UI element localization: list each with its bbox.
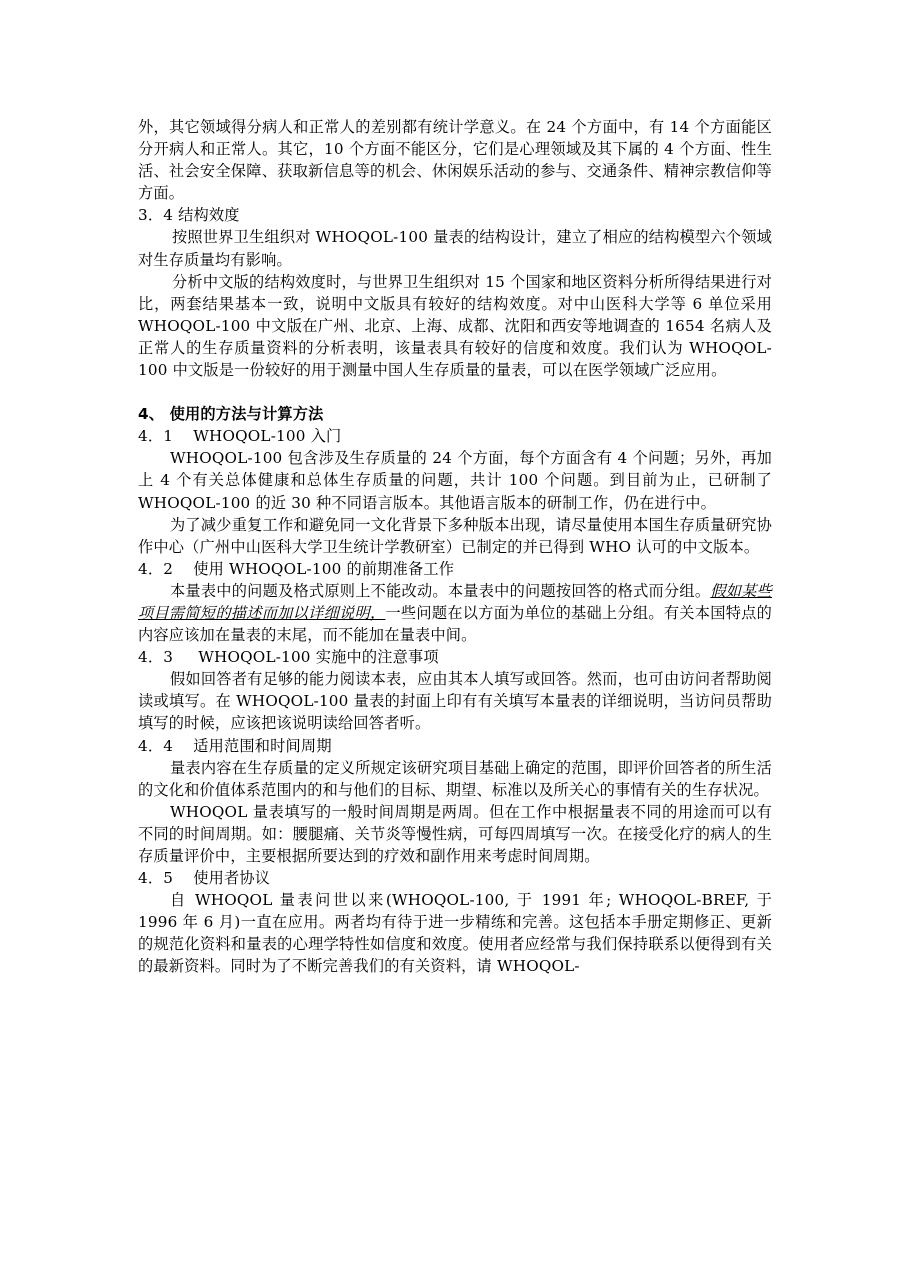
section-4-heading: 4、 使用的方法与计算方法 (138, 405, 324, 424)
section-3-4-paragraph-1: 按照世界卫生组织对 WHOQOL-100 量表的结构设计，建立了相应的结构模型六个领域对生存质量均有影响。 (138, 228, 772, 269)
section-4-1-paragraph-1: WHOQOL-100 包含涉及生存质量的 24 个方面，每个方面含有 4 个问题；另外，再加上 4 个有关总体健康和总体生存质量的问题，共计 100 个问题。到目前为止，已研制了 WHOQOL-100 的近 30 种不同语言版本。其他语言版本的研制工作，仍在进行中。 (138, 449, 772, 512)
section-4-3-title: 4．3 WHOQOL-100 实施中的注意事项 (138, 648, 439, 667)
section-4-4-paragraph-2: WHOQOL 量表填写的一般时间周期是两周。但在工作中根据量表不同的用途而可以有不同的时间周期。如：腰腿痛、关节炎等慢性病，可每四周填写一次。在接受化疗的病人的生存质量评价中，主要根据所要达到的疗效和副作用来考虑时间周期。 (138, 802, 772, 865)
section-3-4-title: 3．4 结构效度 (138, 206, 240, 225)
section-4-2-emphasis: 假如某些项目需简短的描述而加以详细说明， (138, 581, 772, 622)
section-4-2-paragraph-1 (138, 580, 772, 646)
section-4-2-text-c: 一些问题在以方面为单位的基础上分组。有关本国特点的内容应该加在量表的末尾，而不能加在量表中间。 (138, 603, 773, 645)
document-page (138, 116, 772, 978)
section-4-2-text-a: 本量表中的问题及格式原则上不能改动。本量表中的问题按回答的格式而分组。 (170, 581, 711, 600)
section-4-1-title: 4．1 WHOQOL-100 入门 (138, 427, 342, 446)
section-4-5-paragraph-1: 自 WHOQOL 量表问世以来(WHOQOL-100, 于 1991 年; WHOQOL-BREF, 于 1996 年 6 月)一直在应用。两者均有待于进一步精练和完善。这包括本手册定期修正、更新的规范化资料和量表的心理学特性如信度和效度。使用者应经常与我们保持联系以便得到有关的最新资料。同时为了不断完善我们的有关资料，请 WHOQOL- (138, 891, 772, 976)
section-4-1-paragraph-2: 为了减少重复工作和避免同一文化背景下多种版本出现，请尽量使用本国生存质量研究协作中心（广州中山医科大学卫生统计学教研室）已制定的并已得到 WHO 认可的中文版本。 (138, 515, 772, 556)
spacer (138, 381, 772, 403)
paragraph-intro: 外，其它领域得分病人和正常人的差别都有统计学意义。在 24 个方面中，有 14 个方面能区分开病人和正常人。其它，10 个方面不能区分，它们是心理领域及其下属的 4 个方面、性生活、社会安全保障、获取新信息等的机会、休闲娱乐活动的参与、交通条件、精神宗教信仰等方面。 (138, 118, 772, 203)
section-3-4-paragraph-2: 分析中文版的结构效度时，与世界卫生组织对 15 个国家和地区资料分析所得结果进行对比，两套结果基本一致，说明中文版具有较好的结构效度。对中山医科大学等 6 单位采用 WHOQOL-100 中文版在广州、北京、上海、成都、沈阳和西安等地调查的 1654 名病人及正常人的生存质量资料的分析表明，该量表具有较好的信度和效度。我们认为 WHOQOL-100 中文版是一份较好的用于测量中国人生存质量的量表，可以在医学领域广泛应用。 (138, 272, 772, 380)
section-4-2-title: 4．2 使用 WHOQOL-100 的前期准备工作 (138, 559, 455, 578)
section-4-4-paragraph-1: 量表内容在生存质量的定义所规定该研究项目基础上确定的范围，即评价回答者的所生活的文化和价值体系范围内的和与他们的目标、期望、标准以及所关心的事情有关的生存状况。 (138, 758, 772, 799)
section-4-5-title: 4．5 使用者协议 (138, 869, 271, 888)
section-4-4-title: 4．4 适用范围和时间周期 (138, 736, 332, 755)
section-4-3-paragraph-1: 假如回答者有足够的能力阅读本表，应由其本人填写或回答。然而，也可由访问者帮助阅读或填写。在 WHOQOL-100 量表的封面上印有有关填写本量表的详细说明，当访问员帮助填写的时候，应该把该说明读给回答者听。 (138, 670, 772, 733)
